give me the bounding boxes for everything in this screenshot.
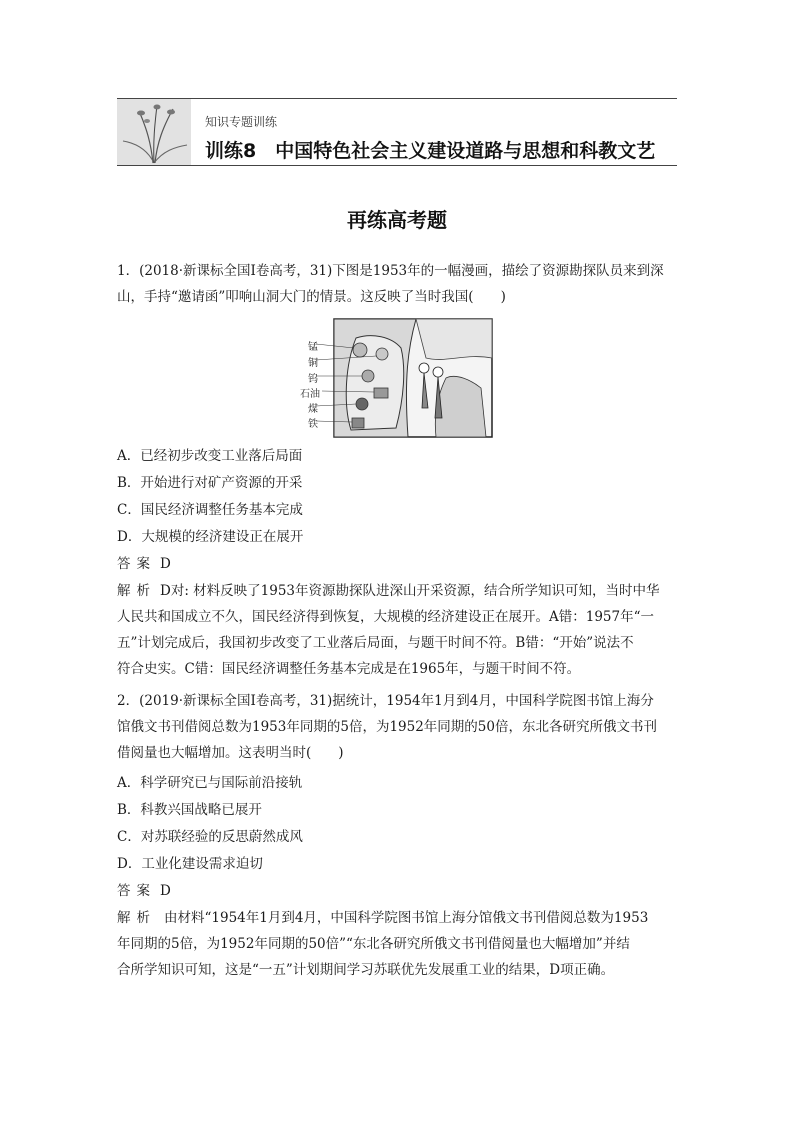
figure-label-manganese: 锰 bbox=[308, 342, 318, 353]
page-header bbox=[117, 98, 677, 166]
figure-label-coal: 煤 bbox=[308, 404, 318, 415]
orchid-illustration bbox=[117, 99, 191, 165]
question-1-option-d: D．大规模的经济建设正在展开 bbox=[117, 529, 304, 545]
question-1-option-a: A．已经初步改变工业落后局面 bbox=[117, 448, 303, 464]
analysis-label: 解析 bbox=[117, 910, 156, 926]
question-2-stem-line: 馆俄文书刊借阅总数为1953年同期的5倍，为1952年同期的50倍，东北各研究所俄文书刊 bbox=[117, 719, 657, 735]
question-2-option-b: B．科教兴国战略已展开 bbox=[117, 802, 262, 818]
question-2-stem-line: 借阅量也大幅增加。这表明当时( ) bbox=[117, 745, 344, 761]
analysis-text: 符合史实。C错：国民经济调整任务基本完成是在1965年，与题干时间不符。 bbox=[117, 661, 581, 677]
analysis-text: 年同期的5倍，为1952年同期的50倍”“东北各研究所俄文书刊借阅量也大幅增加”并结 bbox=[117, 936, 630, 952]
question-2-stem bbox=[117, 688, 679, 766]
analysis-text: 由材料“1954年1月到4月，中国科学院图书馆上海分馆俄文书刊借阅总数为1953 bbox=[164, 910, 649, 926]
analysis-text: 五”计划完成后，我国初步改变了工业落后局面，与题干时间不符。B错：“开始”说法不 bbox=[117, 635, 634, 651]
question-2-option-c: C．对苏联经验的反思蔚然成风 bbox=[117, 829, 303, 845]
question-2-analysis bbox=[117, 905, 679, 983]
figure-label-copper: 铜 bbox=[308, 358, 318, 369]
analysis-label: 解析 bbox=[117, 583, 156, 599]
question-2-answer bbox=[117, 878, 171, 904]
orchid-icon bbox=[117, 99, 191, 165]
answer-label: 答案 bbox=[117, 883, 156, 899]
analysis-text: D对: 材料反映了1953年资源勘探队进深山开采资源，结合所学知识可知，当时中华 bbox=[160, 583, 660, 599]
question-1-stem-line: 1．(2018·新课标全国Ⅰ卷高考，31)下图是1953年的一幅漫画，描绘了资源勘探队员来到深 bbox=[117, 263, 664, 279]
answer-value: D bbox=[160, 556, 171, 572]
analysis-text: 合所学知识可知，这是“一五”计划期间学习苏联优先发展重工业的结果，D项正确。 bbox=[117, 962, 615, 978]
unit-title: 训练8 中国特色社会主义建设道路与思想和科教文艺 bbox=[205, 140, 656, 162]
figure-label-tungsten: 钨 bbox=[308, 374, 318, 385]
cartoon-image bbox=[296, 318, 496, 440]
question-2-stem-line: 2．(2019·新课标全国Ⅰ卷高考，31)据统计，1954年1月到4月，中国科学院图书馆上海分 bbox=[117, 693, 654, 709]
analysis-text: 人民共和国成立不久，国民经济得到恢复，大规模的经济建设正在展开。A错：1957年“一 bbox=[117, 609, 655, 625]
question-1-stem-line: 山，手持“邀请函”叩响山洞大门的情景。这反映了当时我国( ) bbox=[117, 289, 506, 305]
question-1-stem bbox=[117, 258, 679, 310]
cartoon-figure bbox=[296, 318, 496, 440]
question-1-answer bbox=[117, 551, 171, 577]
answer-value: D bbox=[160, 883, 171, 899]
figure-label-petroleum: 石油 bbox=[300, 389, 320, 400]
question-2-option-a: A．科学研究已与国际前沿接轨 bbox=[117, 775, 303, 791]
series-label: 知识专题训练 bbox=[205, 115, 278, 129]
question-1-analysis bbox=[117, 578, 679, 682]
figure-label-iron: 铁 bbox=[308, 419, 318, 430]
question-1-option-b: B．开始进行对矿产资源的开采 bbox=[117, 475, 303, 491]
question-1-option-c: C．国民经济调整任务基本完成 bbox=[117, 502, 303, 518]
answer-label: 答案 bbox=[117, 556, 156, 572]
question-2-option-d: D．工业化建设需求迫切 bbox=[117, 856, 263, 872]
section-title: 再练高考题 bbox=[347, 208, 447, 232]
